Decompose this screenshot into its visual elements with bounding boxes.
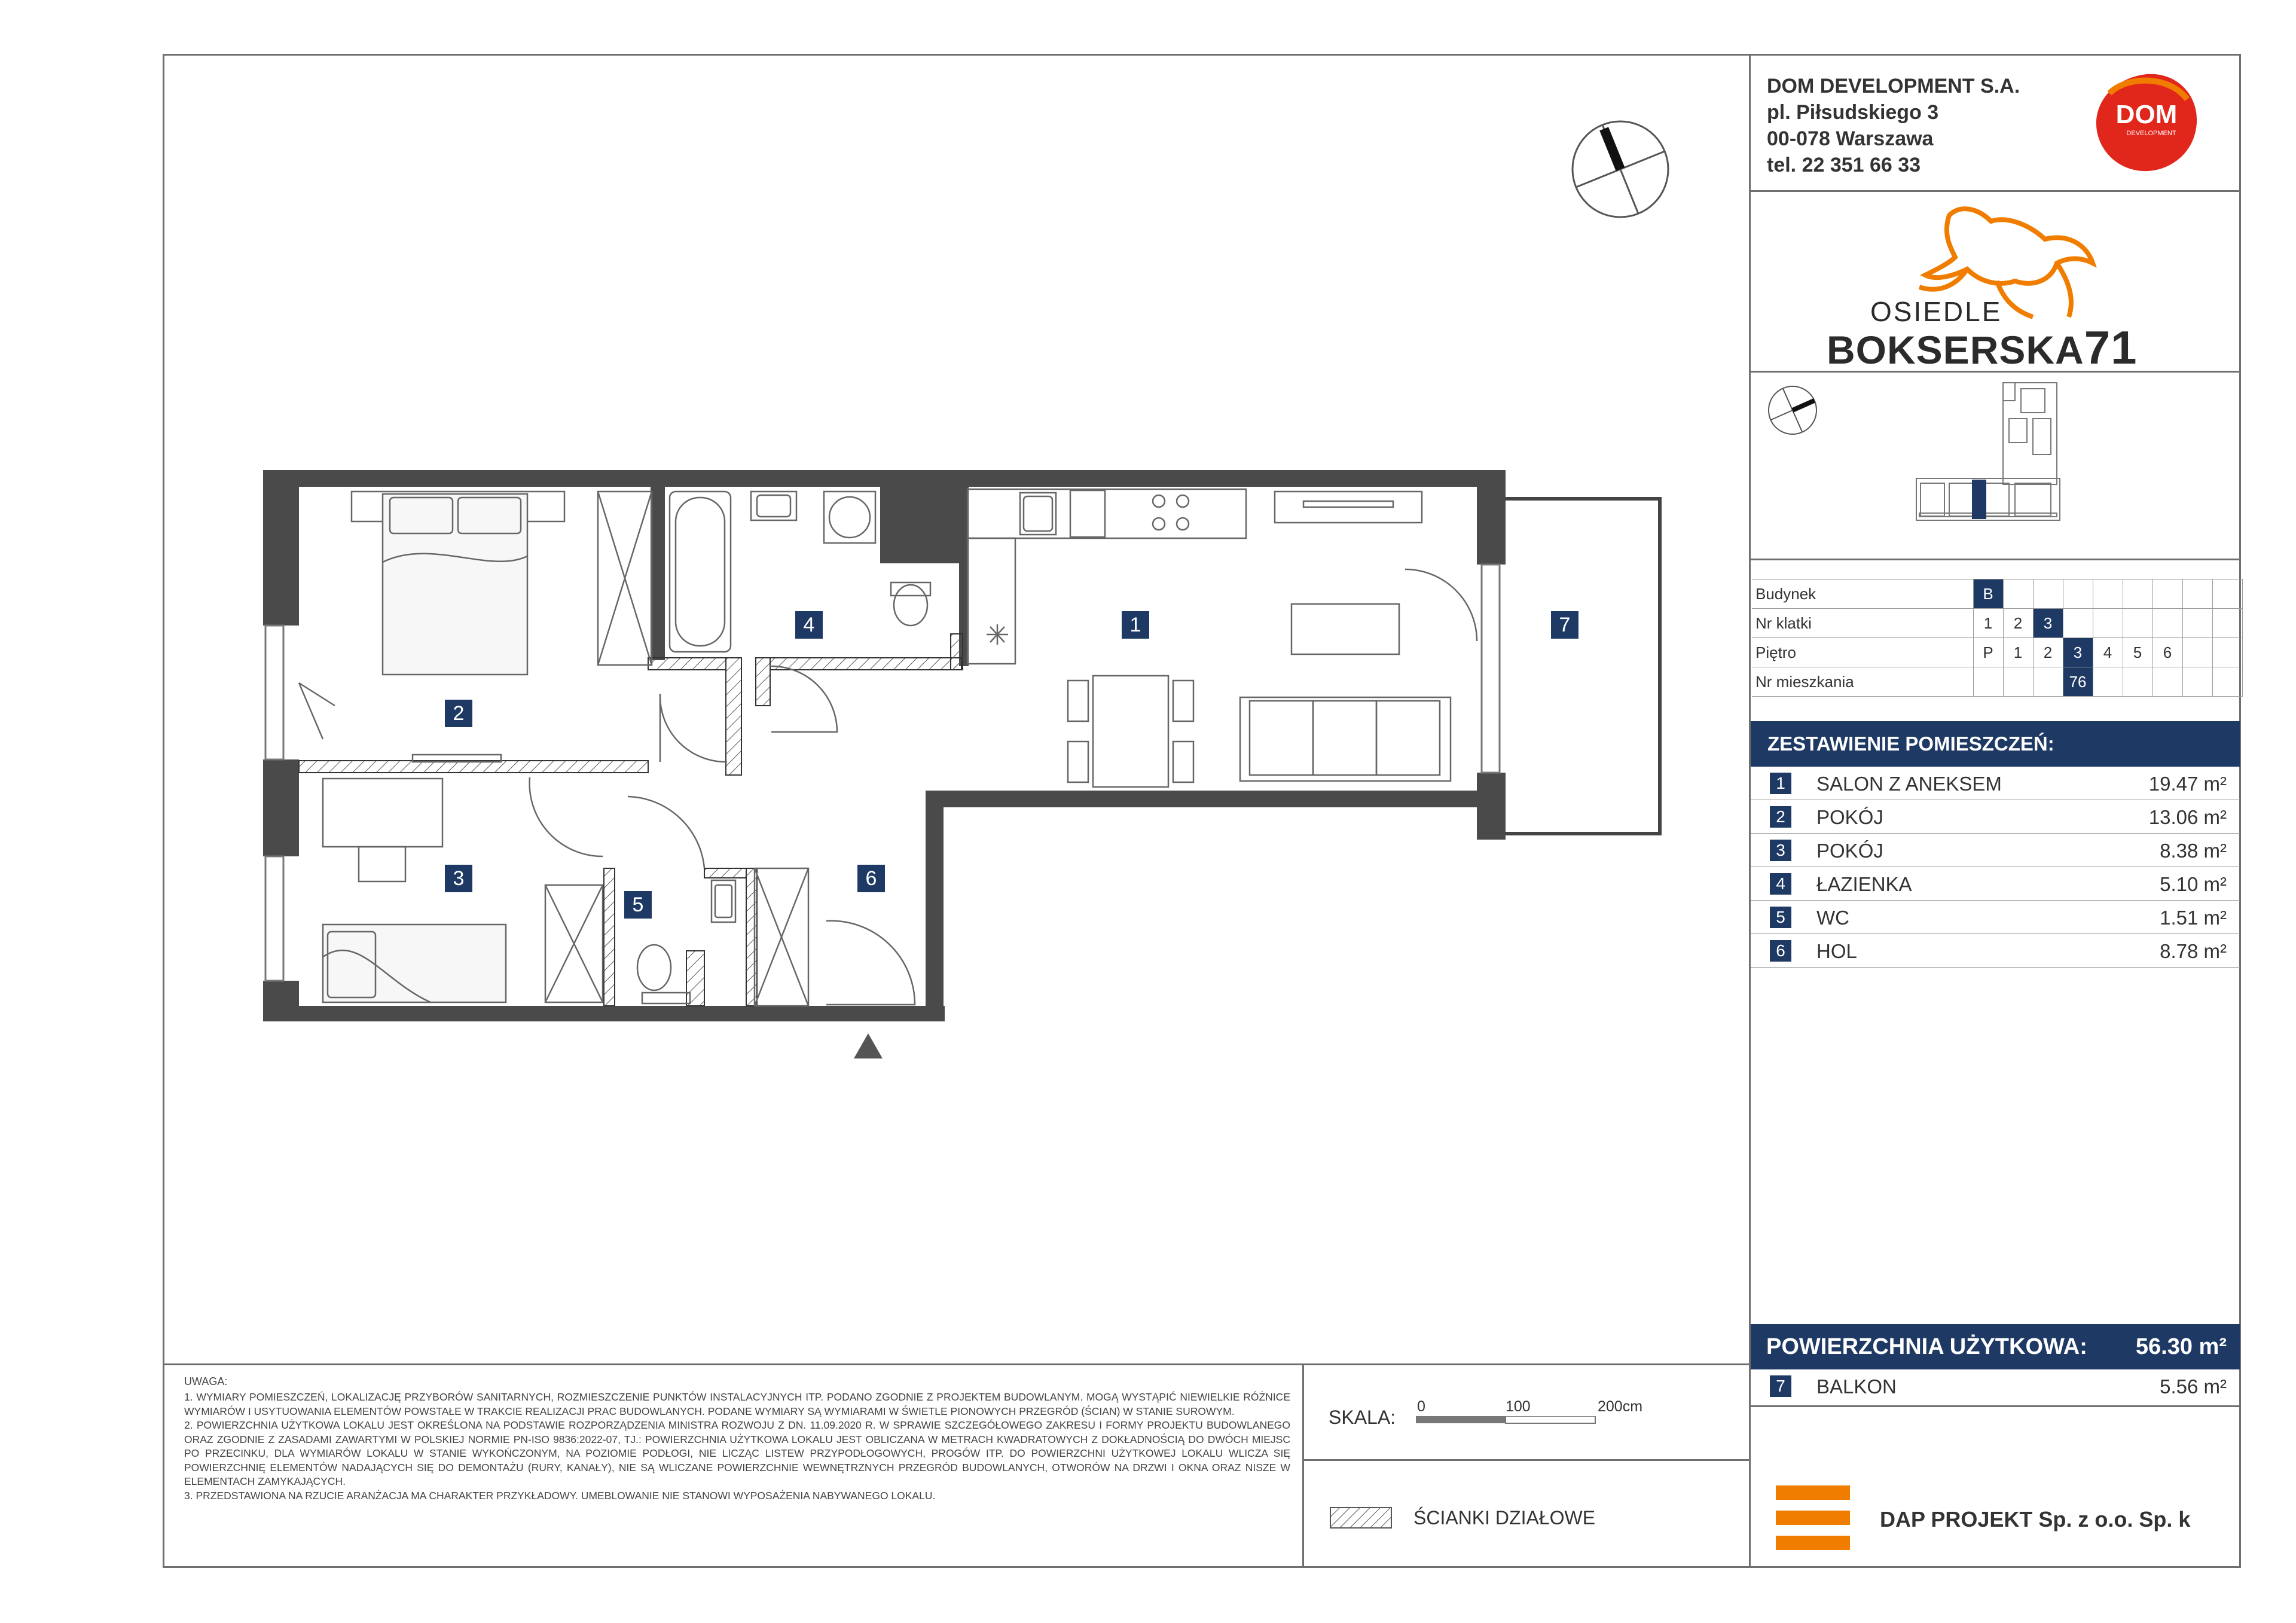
floor-label: Piętro	[1752, 638, 1973, 667]
floor-cell: 5	[2123, 638, 2152, 667]
building-label: Budynek	[1752, 579, 1973, 609]
room-area: 19.47 m²	[2148, 773, 2227, 795]
room-number: 5	[1770, 907, 1791, 928]
svg-text:DEVELOPMENT: DEVELOPMENT	[2126, 130, 2176, 137]
notes-title: UWAGA:	[184, 1375, 228, 1387]
scale-bar	[1416, 1416, 1607, 1426]
stairwell-row	[1752, 609, 2242, 638]
room-name: POKÓJ	[1816, 840, 1883, 862]
room-row	[1751, 901, 2240, 934]
balcony-outline	[1506, 499, 1660, 834]
note-item: 2. POWIERZCHNIA UŻYTKOWA LOKALU JEST OKREŚLONA NA PODSTAWIE ROZPORZĄDZENIA MINISTRA ROZWOJU Z DN. 11.09.2020 R. W SPRAWIE SZCZEGÓŁOWEGO ZAKRESU I FORMY PROJEKTU BUDOWLANEGO ORAZ ZGODNIE Z ZASADAMI ZAWARTYMI W POLSKIEJ NORMIE PN-ISO 9836:2022-07, TJ.: POWIERZCHNIA UŻYTKOWA LOKALU JEST OBLICZANA W METRACH KWADRATOWYCH Z DOKŁADNOŚCIĄ DO DWÓCH MIEJSC PO PRZECINKU, DLA WYMIARÓW LOKALU W STANIE WYKOŃCZONYM, NA POZIOMIE PODŁOGI, NIE LICZĄC LISTEW PRZYPODŁOGOWYCH, PROGÓW ITP. DO POWIERZCHNI UŻYTKOWEJ LOKALU WLICZA SIĘ POWIERZCHNIĘ ELEMENTÓW NADAJĄCYCH SIĘ DO DEMONTAŻU (RURY, KANAŁY), NIE SĄ WLICZANE POWIERZCHNIE WEWNĘTRZNYCH PRZEGRÓD BUDOWLANYCH, OTWORÓW NA DRZWI I OKNA ORAZ NISZE W ELEMENTACH ZAMYKAJĄCYCH.	[184, 1419, 1290, 1487]
scale-tick-100: 100	[1506, 1398, 1531, 1415]
plan-label-room-5: 5	[624, 891, 652, 919]
partition-wall-legend-label: ŚCIANKI DZIAŁOWE	[1413, 1507, 1596, 1529]
estate-name-street: BOKSERSKA	[1827, 328, 2084, 372]
room-area: 13.06 m²	[2148, 806, 2227, 828]
dom-development-logo	[2092, 69, 2202, 175]
usable-area-value: 56.30 m²	[2135, 1334, 2227, 1359]
key-plan-compass-icon	[1769, 386, 1816, 434]
note-item: 1. WYMIARY POMIESZCZEŃ, LOKALIZACJĘ PRZYBORÓW SANITARNYCH, ROZMIESZCZENIE PUNKTÓW INSTALACYJNYCH ITP. PODANO ZGODNIE Z PROJEKTEM BUDOWLANYM. MOGĄ WYSTĄPIĆ NIEWIELKIE RÓŻNICE WYMIARÓW I USYTUOWANIA ELEMENTÓW POWSTAŁE W TRAKCIE REALIZACJI PRAC BUDOWLANYCH. PODANE WYMIARY SĄ WYMIARAMI W ŚWIETLE PIONOWYCH PRZEGRÓD (ŚCIAN) W STANIE SUROWYM.	[184, 1391, 1290, 1417]
keyplan-divider	[1749, 559, 2241, 560]
plan-label-room-4: 4	[795, 611, 823, 639]
floor-cell: 3	[2063, 638, 2093, 667]
floor-cell: 1	[2003, 638, 2033, 667]
notes-divider	[163, 1363, 1750, 1365]
designer-name: DAP PROJEKT Sp. z o.o. Sp. k	[1880, 1507, 2191, 1532]
room-area: 8.78 m²	[2160, 940, 2227, 962]
room-name: WC	[1816, 907, 1849, 929]
rooms-summary-title: ZESTAWIENIE POMIESZCZEŃ:	[1751, 721, 2240, 767]
room-area: 8.38 m²	[2160, 840, 2227, 862]
room-area: 5.10 m²	[2160, 873, 2227, 895]
company-city: 00-078 Warszawa	[1767, 127, 1934, 150]
bed	[383, 494, 527, 675]
usable-area-bar	[1751, 1324, 2240, 1369]
estate-name-line2	[1827, 321, 2137, 375]
room-row	[1751, 767, 2240, 800]
balcony-name: BALKON	[1816, 1375, 1897, 1398]
apartment-row	[1752, 667, 2242, 697]
room-name: SALON Z ANEKSEM	[1816, 773, 2002, 795]
legend-divider	[1302, 1459, 1751, 1461]
desk	[323, 779, 442, 847]
notes-text	[184, 1390, 1290, 1503]
balcony-number: 7	[1770, 1375, 1791, 1397]
scale-label: SKALA:	[1329, 1407, 1396, 1428]
scale-tick-200: 200cm	[1598, 1398, 1643, 1415]
apartment-number: 76	[2063, 667, 2093, 697]
building-row	[1752, 579, 2242, 609]
stairwell-cell: 3	[2033, 609, 2063, 638]
balcony-row	[1751, 1369, 2240, 1403]
room-number: 1	[1770, 773, 1791, 794]
room-name: POKÓJ	[1816, 806, 1883, 828]
usable-area-label: POWIERZCHNIA UŻYTKOWA:	[1766, 1334, 2087, 1359]
company-street: pl. Piłsudskiego 3	[1767, 101, 1939, 124]
room-row	[1751, 800, 2240, 834]
building-cell: B	[1973, 579, 2003, 609]
north-arrow-icon	[1573, 121, 1668, 217]
stairwell-cell: 2	[2003, 609, 2033, 638]
room-name: ŁAZIENKA	[1816, 873, 1912, 895]
partition-wall-legend-icon	[1330, 1507, 1392, 1529]
room-row	[1751, 867, 2240, 901]
room-number: 2	[1770, 806, 1791, 828]
estate-name-line1: OSIEDLE	[1870, 296, 2002, 327]
entrance-marker-icon	[854, 1033, 883, 1058]
company-name: DOM DEVELOPMENT S.A.	[1767, 75, 2020, 97]
key-plan-apartment-highlight	[1972, 480, 1986, 519]
scale-tick-0: 0	[1417, 1398, 1425, 1415]
note-item: 3. PRZEDSTAWIONA NA RZUCIE ARANŻACJA MA CHARAKTER PRZYKŁADOWY. UMEBLOWANIE NIE STANOWI WYPOSAŻENIA NABYWANEGO LOKALU.	[184, 1489, 936, 1502]
apartment-location-table	[1752, 579, 2243, 697]
dap-projekt-logo	[1776, 1485, 1850, 1550]
estate-name-number: 71	[2084, 321, 2138, 374]
floor-cell: 4	[2093, 638, 2123, 667]
room-row	[1751, 834, 2240, 867]
bathtub	[670, 492, 731, 652]
plan-label-room-1: 1	[1122, 611, 1149, 639]
room-area: 1.51 m²	[2160, 907, 2227, 929]
floor-row	[1752, 638, 2242, 667]
company-phone: tel. 22 351 66 33	[1767, 154, 1921, 176]
company-address	[1767, 73, 2020, 178]
stairwell-cell: 1	[1973, 609, 2003, 638]
room-name: HOL	[1816, 940, 1857, 962]
room-row	[1751, 934, 2240, 968]
plan-label-room-2: 2	[445, 700, 472, 727]
floor-cell: P	[1973, 638, 2003, 667]
key-plan	[1752, 377, 2240, 556]
company-divider	[1749, 190, 2241, 192]
balcony-area: 5.56 m²	[2160, 1375, 2227, 1398]
plan-label-room-6: 6	[857, 865, 885, 892]
floor-cell: 6	[2152, 638, 2182, 667]
plan-label-room-7: 7	[1551, 611, 1578, 639]
apartment-label: Nr mieszkania	[1752, 667, 1973, 697]
designer-divider	[1749, 1405, 2241, 1407]
svg-text:DOM: DOM	[2115, 100, 2178, 129]
plan-label-room-3: 3	[445, 865, 472, 892]
stairwell-label: Nr klatki	[1752, 609, 1973, 638]
scale-divider	[1302, 1363, 1304, 1568]
room-number: 3	[1770, 840, 1791, 861]
room-number: 6	[1770, 940, 1791, 962]
floor-cell: 2	[2033, 638, 2063, 667]
room-number: 4	[1770, 873, 1791, 895]
